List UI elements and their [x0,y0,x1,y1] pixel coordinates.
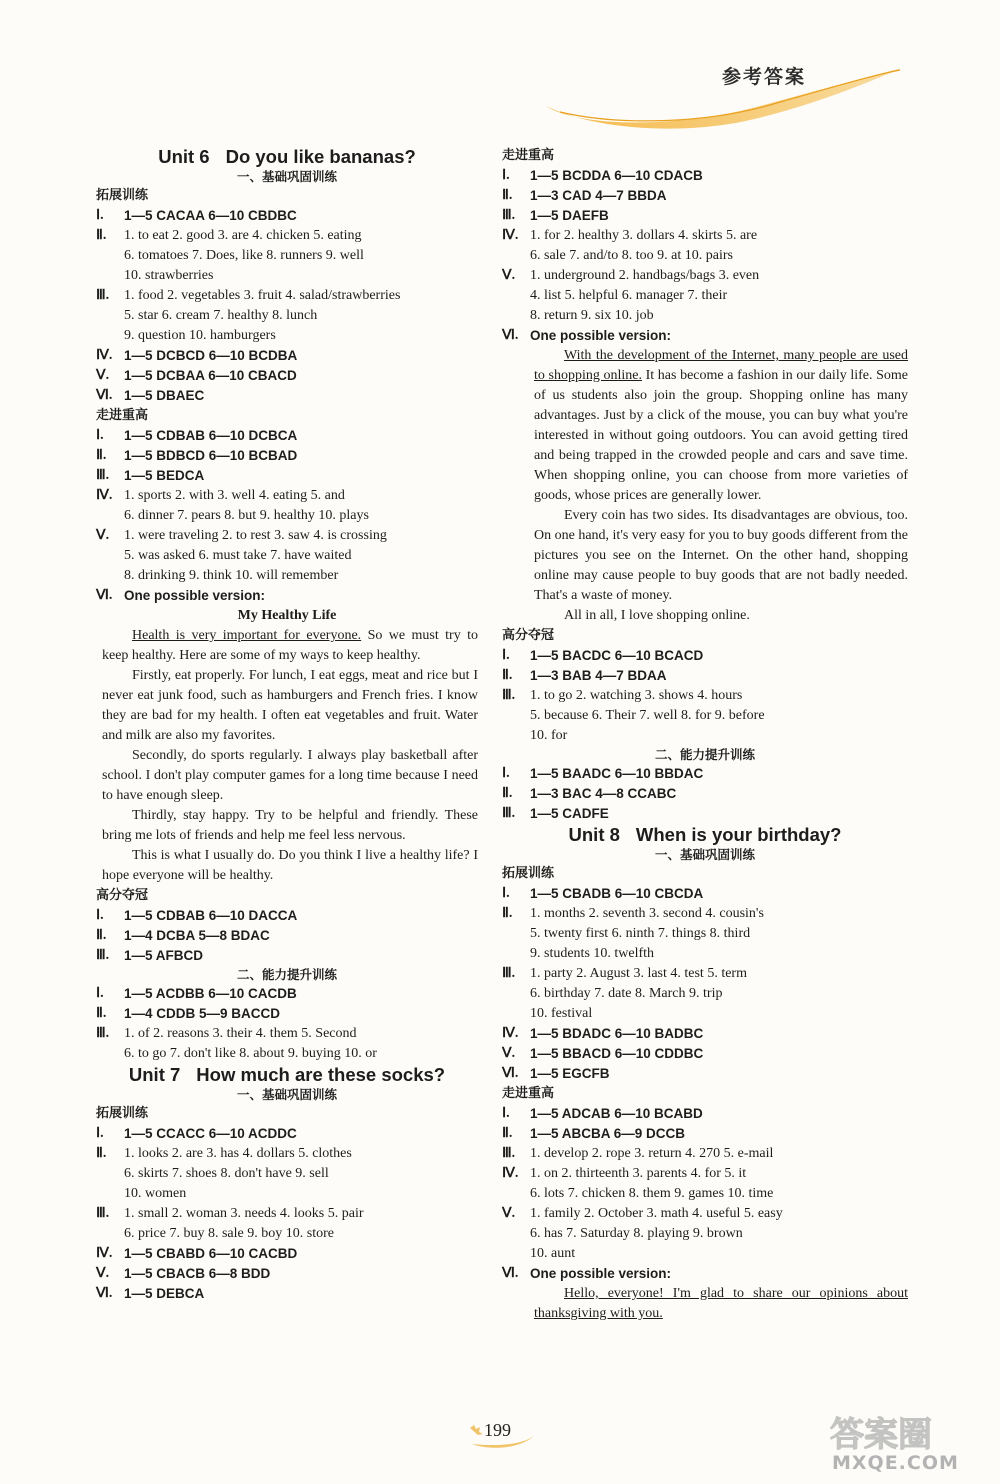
answer-row [96,1144,478,1164]
roman-numeral: Ⅰ. [502,168,510,183]
answer-row [502,764,908,784]
roman-numeral: Ⅳ. [502,228,519,243]
answer-row [502,206,908,226]
answer-row [96,1264,478,1284]
answer-text: One possible version: [530,1266,672,1281]
roman-numeral: Ⅳ. [96,1246,113,1261]
answer-row [96,426,478,446]
answer-row [502,1104,908,1124]
roman-numeral: Ⅱ. [502,1126,513,1141]
roman-numeral: Ⅴ. [502,1206,516,1221]
answer-text: 1—5 CBADB 6—10 CBCDA [530,886,704,901]
answer-text: 1. on 2. thirteenth 3. parents 4. for 5. it [530,1166,747,1181]
answer-row [96,1124,478,1144]
answer-text: 1. for 2. healthy 3. dollars 4. skirts 5. are [530,228,758,243]
answer-text: 1—3 BAC 4—8 CCABC [530,786,677,801]
unit6-part1-title: 一、基础巩固训练 [236,169,337,184]
answer-text: 1. to eat 2. good 3. are 4. chicken 5. eating [124,228,362,243]
roman-numeral: Ⅵ. [502,328,519,343]
answer-row [502,226,908,246]
roman-numeral: Ⅱ. [96,1146,107,1161]
unit8-part1-title: 一、基础巩固训练 [654,847,755,862]
answer-text: 1. food 2. vegetables 3. fruit 4. salad/strawberries [124,288,401,303]
answer-text: 1—5 CBABD 6—10 CACBD [124,1246,298,1261]
answer-row [96,366,478,386]
roman-numeral: Ⅲ. [96,1026,110,1041]
answer-text: 1—5 AFBCD [124,948,204,963]
answer-row [502,646,908,666]
answer-row [96,1204,478,1224]
answer-row [96,1244,478,1264]
answer-line: 6. to go 7. don't like 8. about 9. buying 10. or [124,1046,377,1061]
answer-line: 4. list 5. helpful 6. manager 7. their [530,288,728,303]
roman-numeral: Ⅵ. [502,1266,519,1281]
roman-numeral: Ⅲ. [96,288,110,303]
roman-numeral: Ⅲ. [96,468,110,483]
answer-row [96,586,478,606]
answer-text: 1—5 ACDBB 6—10 CACDB [124,986,297,1001]
unit7-title [96,1064,478,1086]
answer-text: 1. small 2. woman 3. needs 4. looks 5. pair [124,1206,364,1221]
roman-numeral: Ⅴ. [502,1046,516,1061]
answer-line: 10. women [124,1186,187,1201]
answer-row [96,1024,478,1044]
answer-text: 1—3 BAB 4—7 BDAA [530,668,667,683]
answer-row [96,926,478,946]
roman-numeral: Ⅰ. [96,208,104,223]
roman-numeral: Ⅳ. [96,348,113,363]
answer-row [96,466,478,486]
answer-row [96,346,478,366]
answer-text: 1—5 EGCFB [530,1066,610,1081]
unit7-name: How much are these socks? [196,1064,446,1085]
answer-line: 6. tomatoes 7. Does, like 8. runners 9. well [124,248,364,263]
roman-numeral: Ⅱ. [502,906,513,921]
answer-line: 5. was asked 6. must take 7. have waited [124,548,352,563]
unit6-name: Do you like bananas? [225,146,416,167]
answer-text: 1—5 DCBCD 6—10 BCDBA [124,348,298,363]
answer-row [502,1164,908,1184]
watermark-logo-text: 答案圈 [830,1415,932,1455]
answer-text: 1—3 CAD 4—7 BBDA [530,188,667,203]
answer-row [96,386,478,406]
answer-line: 8. return 9. six 10. job [530,308,654,323]
answer-line: 6. sale 7. and/to 8. too 9. at 10. pairs [530,248,733,263]
answer-text: 1—4 CDDB 5—9 BACCD [124,1006,281,1021]
roman-numeral: Ⅰ. [96,428,104,443]
unit8-section-key-high: 走进重高 [502,1086,555,1101]
answer-text: 1. develop 2. rope 3. return 4. 270 5. e-mail [530,1146,774,1161]
answer-row [96,226,478,246]
answer-line: 10. festival [530,1006,593,1021]
answer-row [502,166,908,186]
answer-text: 1—4 DCBA 5—8 BDAC [124,928,270,943]
answer-text: 1—5 DAEFB [530,208,609,223]
answer-line: 6. price 7. buy 8. sale 9. boy 10. store [124,1226,334,1241]
essay-paragraph: Secondly, do sports regularly. I always play basketball after school. I don't play computer games for a long time because I need to have enough sleep. [102,748,478,803]
header-title: 参考答案 [722,66,807,88]
answer-text: 1—5 CCACC 6—10 ACDDC [124,1126,297,1141]
roman-numeral: Ⅲ. [502,688,516,703]
answer-text: 1. of 2. reasons 3. their 4. them 5. Second [124,1026,357,1041]
answer-line: 5. twenty first 6. ninth 7. things 8. third [530,926,751,941]
essay-text: It has become a fashion in our daily life. Some of us students also join the group. Shopping online has many advantages. Just by a click of the mouse, you can buy what you're interested in without going outdoors. You can avoid getting tired and being trapped in the crowded people and cars and save time. When shopping online, you can choose from more varieties of goods, whose prices are generally lower. [534,368,908,503]
roman-numeral: Ⅰ. [502,766,510,781]
roman-numeral: Ⅰ. [96,1126,104,1141]
answer-row [502,1024,908,1044]
roman-numeral: Ⅴ. [502,268,516,283]
answer-text: 1. looks 2. are 3. has 4. dollars 5. clothes [124,1146,352,1161]
answer-text: 1—5 CADFE [530,806,609,821]
answer-text: 1—5 ABCBA 6—9 DCCB [530,1126,686,1141]
roman-numeral: Ⅲ. [96,1206,110,1221]
answer-text: 1. months 2. seventh 3. second 4. cousin's [530,906,764,921]
roman-numeral: Ⅲ. [502,208,516,223]
answer-text: 1. sports 2. with 3. well 4. eating 5. and [124,488,345,503]
roman-numeral: Ⅱ. [96,228,107,243]
answer-row [96,1284,478,1304]
answer-text: 1—5 BDBCD 6—10 BCBAD [124,448,298,463]
essay-title: My Healthy Life [237,608,337,623]
answer-line: 10. for [530,728,568,743]
unit6-section-extension: 拓展训练 [96,188,149,203]
roman-numeral: Ⅲ. [502,1146,516,1161]
unit7-section-top-score: 高分夺冠 [502,628,555,643]
roman-numeral: Ⅵ. [502,1066,519,1081]
unit6-number: Unit 6 [158,146,210,167]
answer-row [96,206,478,226]
roman-numeral: Ⅰ. [502,886,510,901]
answer-line: 6. birthday 7. date 8. March 9. trip [530,986,723,1001]
answer-row [502,326,908,346]
unit7-number: Unit 7 [128,1064,181,1085]
answer-text: 1—5 BBACD 6—10 CDDBC [530,1046,704,1061]
answer-text: 1—5 DCBAA 6—10 CBACD [124,368,297,383]
answer-text: One possible version: [530,328,672,343]
answer-row [96,984,478,1004]
essay-paragraph: This is what I usually do. Do you think I live a healthy life? I hope everyone will be healthy. [102,848,478,883]
answer-text: 1—5 CBACB 6—8 BDD [124,1266,271,1281]
essay-paragraph: Every coin has two sides. Its disadvantages are obvious, too. On one hand, it's very easy for you to buy goods different from the pictures you see on the Internet. On the other hand, shopping online may cause people to buy goods that are not badly needed. That's a waste of money. [534,508,908,603]
answer-line: 9. students 10. twelfth [530,946,655,961]
roman-numeral: Ⅰ. [96,986,104,1001]
essay-paragraph [96,626,478,666]
unit6-section-key-high: 走进重高 [96,408,149,423]
roman-numeral: Ⅰ. [502,1106,510,1121]
roman-numeral: Ⅳ. [502,1026,519,1041]
answer-line: 8. drinking 9. think 10. will remember [124,568,339,583]
answer-line: 5. star 6. cream 7. healthy 8. lunch [124,308,318,323]
roman-numeral: Ⅴ. [96,1266,110,1281]
answer-text: 1—5 CDBAB 6—10 DACCA [124,908,298,923]
roman-numeral: Ⅳ. [502,1166,519,1181]
left-column [96,146,478,1304]
answer-text: One possible version: [124,588,266,603]
roman-numeral: Ⅱ. [502,786,513,801]
roman-numeral: Ⅵ. [96,588,113,603]
answer-text: 1—5 CDBAB 6—10 DCBCA [124,428,298,443]
answer-row [502,666,908,686]
essay-text: So we must try to keep healthy. Here are some of my ways to keep healthy. [102,628,478,663]
essay-paragraph [502,346,908,506]
answer-row [96,486,478,506]
answer-line: 6. skirts 7. shoes 8. don't have 9. sell [124,1166,329,1181]
answer-row [502,784,908,804]
unit6-part2-title: 二、能力提升训练 [236,967,337,982]
answer-row [502,1204,908,1224]
answer-text: 1—5 BCDDA 6—10 CDACB [530,168,703,183]
answer-row [96,286,478,306]
answer-text: 1—5 BEDCA [124,468,205,483]
essay-paragraph: All in all, I love shopping online. [564,608,750,623]
answer-row [502,964,908,984]
answer-row [502,1264,908,1284]
answer-line: 9. question 10. hamburgers [124,328,276,343]
answer-text: 1. to go 2. watching 3. shows 4. hours [530,688,743,703]
essay-underlined: With the development of the Internet, many people are used to shopping online. [534,348,908,383]
answer-line: 10. strawberries [124,268,214,283]
unit8-title [502,824,908,846]
answer-text: 1. family 2. October 3. math 4. useful 5. easy [530,1206,783,1221]
answer-row [502,1124,908,1144]
answer-row [502,1064,908,1084]
answer-row [96,446,478,466]
unit7-part1-title: 一、基础巩固训练 [236,1087,337,1102]
answer-row [96,1004,478,1024]
essay-paragraph [502,1284,908,1324]
essay-underlined: Hello, everyone! I'm glad to share our opinions about thanksgiving with you. [534,1286,908,1321]
roman-numeral: Ⅱ. [96,448,107,463]
roman-numeral: Ⅱ. [502,188,513,203]
answer-text: 1—5 BAADC 6—10 BBDAC [530,766,704,781]
essay-paragraph: Thirdly, stay happy. Try to be helpful and friendly. These bring me lots of friends and help me feel less nervous. [102,808,478,843]
roman-numeral: Ⅱ. [502,668,513,683]
answer-text: 1—5 CACAA 6—10 CBDBC [124,208,297,223]
unit8-name: When is your birthday? [635,824,842,845]
answer-row [502,904,908,924]
answer-row [502,884,908,904]
answer-line: 10. aunt [530,1246,576,1261]
roman-numeral: Ⅱ. [96,1006,107,1021]
answer-text: 1—5 DEBCA [124,1286,205,1301]
answer-row [502,804,908,824]
roman-numeral: Ⅳ. [96,488,113,503]
roman-numeral: Ⅲ. [502,966,516,981]
page-number-badge [468,1414,538,1450]
answer-row [502,1144,908,1164]
answer-text: 1—5 ADCAB 6—10 BCABD [530,1106,703,1121]
essay-underlined: Health is very important for everyone. [132,628,362,643]
answer-line: 6. has 7. Saturday 8. playing 9. brown [530,1226,743,1241]
roman-numeral: Ⅴ. [96,368,110,383]
answer-text: 1. party 2. August 3. last 4. test 5. term [530,966,747,981]
essay-paragraph: Firstly, eat properly. For lunch, I eat eggs, meat and rice but I never eat junk food, such as hamburgers and French fries. I know they are bad for my health. I often eat vegetables and fruit. Water and milk are also my favorites. [102,668,478,743]
roman-numeral: Ⅱ. [96,928,107,943]
roman-numeral: Ⅵ. [96,388,113,403]
answer-text: 1. were traveling 2. to rest 3. saw 4. is crossing [124,528,387,543]
answer-line: 6. lots 7. chicken 8. them 9. games 10. time [530,1186,774,1201]
unit7-section-key-high: 走进重高 [502,148,555,163]
answer-text: 1—5 BACDC 6—10 BCACD [530,648,704,663]
answer-text: 1—5 BDADC 6—10 BADBC [530,1026,704,1041]
roman-numeral: Ⅰ. [502,648,510,663]
unit7-part2-title: 二、能力提升训练 [654,747,755,762]
unit6-title [96,146,478,168]
right-column [502,146,908,1324]
roman-numeral: Ⅲ. [502,806,516,821]
answer-text: 1. underground 2. handbags/bags 3. even [530,268,760,283]
roman-numeral: Ⅵ. [96,1286,113,1301]
answer-row [96,946,478,966]
unit6-section-top-score: 高分夺冠 [96,888,149,903]
page-number: 199 [484,1420,511,1440]
answer-text: 1—5 DBAEC [124,388,205,403]
unit7-section-extension: 拓展训练 [96,1106,149,1121]
roman-numeral: Ⅰ. [96,908,104,923]
answer-line: 5. because 6. Their 7. well 8. for 9. before [530,708,765,723]
answer-row [502,266,908,286]
answer-row [96,526,478,546]
answer-row [96,906,478,926]
answer-row [502,186,908,206]
watermark-text: MXQE.COM [832,1452,959,1474]
roman-numeral: Ⅲ. [96,948,110,963]
roman-numeral: Ⅴ. [96,528,110,543]
unit8-section-extension: 拓展训练 [502,866,555,881]
answer-line: 6. dinner 7. pears 8. but 9. healthy 10. plays [124,508,369,523]
unit8-number: Unit 8 [568,824,620,845]
answer-row [502,686,908,706]
answer-row [502,1044,908,1064]
